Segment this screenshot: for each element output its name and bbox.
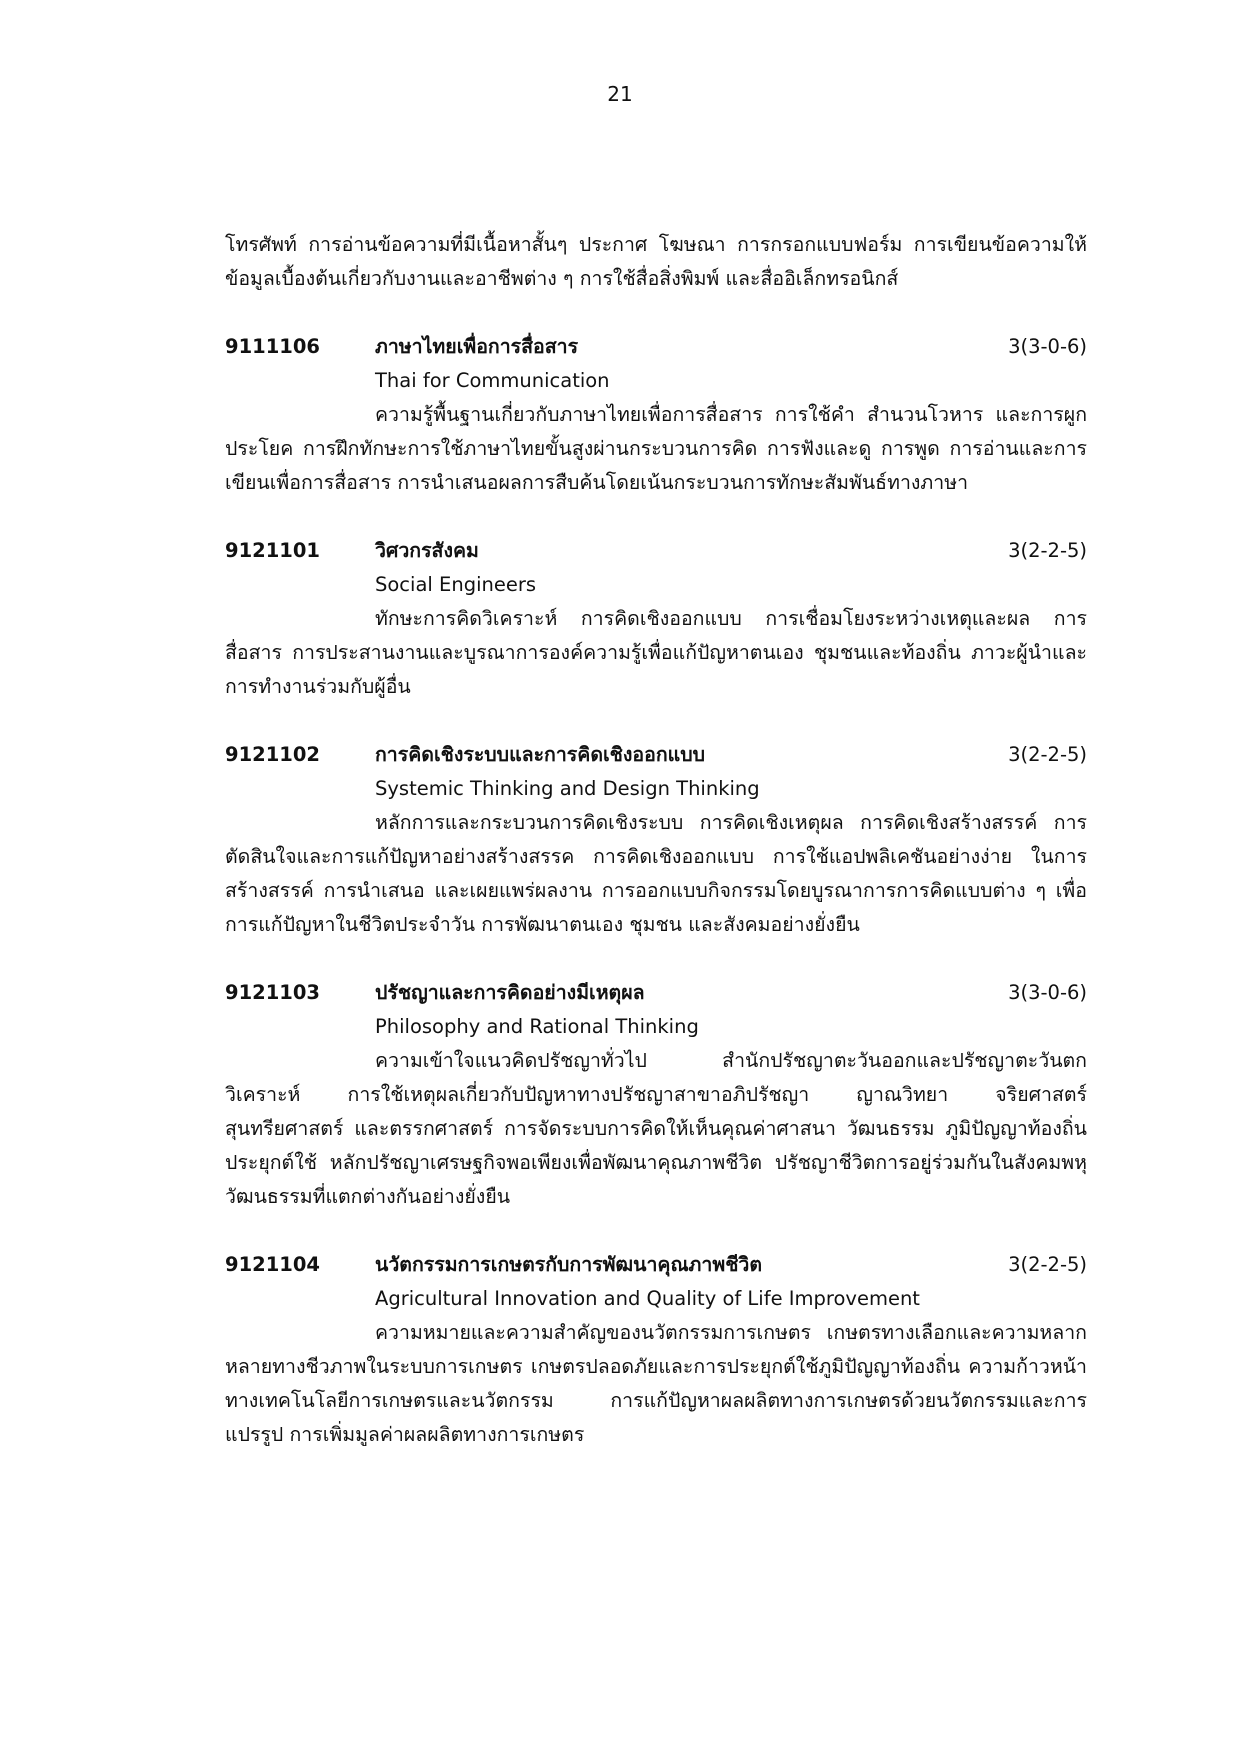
course-credit: 3(2-2-5) [1008, 1253, 1087, 1276]
course-title-thai: ปรัชญาและการคิดอย่างมีเหตุผล [375, 981, 645, 1004]
course-heading [225, 534, 1087, 568]
course-heading [225, 738, 1087, 772]
course-title-english: Systemic Thinking and Design Thinking [375, 777, 760, 800]
course-description [225, 1044, 1087, 1214]
course-description [225, 602, 1087, 704]
page-number: 21 [607, 82, 633, 106]
course-description-text: ความเข้าใจแนวคิดปรัชญาทั่วไป สำนักปรัชญาตะวันออกและปรัชญาตะวันตก วิเคราะห์ การใช้เหตุผลเกี่ยวกับปัญหาทางปรัชญาสาขาอภิปรัชญา ญาณวิทยา จริยศาสตร์ สุนทรียศาสตร์ และตรรกศาสตร์ การจัดระบบการคิดให้เห็นคุณค่าศาสนา วัฒนธรรม ภูมิปัญญาท้องถิ่น ประยุกต์ใช้ หลักปรัชญาเศรษฐกิจพอเพียงเพื่อพัฒนาคุณภาพชีวิต ปรัชญาชีวิตการอยู่ร่วมกันในสังคมพหุวัฒนธรรมที่แตกต่างกันอย่างยั่งยืน [225, 1049, 1087, 1208]
course-title-thai: นวัตกรรมการเกษตรกับการพัฒนาคุณภาพชีวิต [375, 1253, 763, 1276]
course-code: 9121101 [225, 539, 320, 562]
intro-paragraph: โทรศัพท์ การอ่านข้อความที่มีเนื้อหาสั้นๆ ประกาศ โฆษณา การกรอกแบบฟอร์ม การเขียนข้อความให้ข้อมูลเบื้องต้นเกี่ยวกับงานและอาชีพต่าง ๆ การใช้สื่อสิ่งพิมพ์ และสื่ออิเล็กทรอนิกส์ [225, 233, 1087, 290]
course-description [225, 398, 1087, 500]
course-description-text: ความหมายและความสำคัญของนวัตกรรมการเกษตร เกษตรทางเลือกและความหลากหลายทางชีวภาพในระบบการเกษตร เกษตรปลอดภัยและการประยุกต์ใช้ภูมิปัญญาท้องถิ่น ความก้าวหน้าทางเทคโนโลยีการเกษตรและนวัตกรรม การแก้ปัญหาผลผลิตทางการเกษตรด้วยนวัตกรรมและการแปรรูป การเพิ่มมูลค่าผลผลิตทางการเกษตร [225, 1321, 1087, 1446]
course-entry-9121102 [225, 738, 1087, 942]
course-code: 9121103 [225, 981, 320, 1004]
course-title-english: Agricultural Innovation and Quality of Life Improvement [375, 1287, 920, 1310]
course-title-thai: การคิดเชิงระบบและการคิดเชิงออกแบบ [375, 743, 705, 766]
course-title-thai: วิศวกรสังคม [375, 539, 479, 562]
course-title-english: Philosophy and Rational Thinking [375, 1015, 699, 1038]
course-code: 9121102 [225, 743, 320, 766]
course-credit: 3(2-2-5) [1008, 539, 1087, 562]
course-entry-9121104 [225, 1248, 1087, 1452]
course-entry-9121101 [225, 534, 1087, 704]
course-credit: 3(2-2-5) [1008, 743, 1087, 766]
course-title-thai: ภาษาไทยเพื่อการสื่อสาร [375, 335, 579, 358]
course-heading [225, 330, 1087, 364]
course-entry-9111106 [225, 330, 1087, 500]
course-code: 9111106 [225, 335, 320, 358]
course-description [225, 806, 1087, 942]
course-heading [225, 1248, 1087, 1282]
course-credit: 3(3-0-6) [1008, 335, 1087, 358]
course-description-text: หลักการและกระบวนการคิดเชิงระบบ การคิดเชิงเหตุผล การคิดเชิงสร้างสรรค์ การตัดสินใจและการแก้ปัญหาอย่างสร้างสรรค การคิดเชิงออกแบบ การใช้แอปพลิเคชันอย่างง่าย ในการสร้างสรรค์ การนำเสนอ และเผยแพร่ผลงาน การออกแบบกิจกรรมโดยบูรณาการการคิดแบบต่าง ๆ เพื่อการแก้ปัญหาในชีวิตประจำวัน การพัฒนาตนเอง ชุมชน และสังคมอย่างยั่งยืน [225, 811, 1087, 936]
course-code: 9121104 [225, 1253, 320, 1276]
page-content [225, 228, 1087, 1486]
course-title-english: Social Engineers [375, 573, 537, 596]
course-title-english: Thai for Communication [375, 369, 610, 392]
course-description [225, 1316, 1087, 1452]
course-credit: 3(3-0-6) [1008, 981, 1087, 1004]
course-description-text: ทักษะการคิดวิเคราะห์ การคิดเชิงออกแบบ การเชื่อมโยงระหว่างเหตุและผล การสื่อสาร การประสานงานและบูรณาการองค์ความรู้เพื่อแก้ปัญหาตนเอง ชุมชนและท้องถิ่น ภาวะผู้นำและการทำงานร่วมกับผู้อื่น [225, 607, 1087, 698]
course-heading [225, 976, 1087, 1010]
course-description-text: ความรู้พื้นฐานเกี่ยวกับภาษาไทยเพื่อการสื่อสาร การใช้คำ สำนวนโวหาร และการผูกประโยค การฝึกทักษะการใช้ภาษาไทยขั้นสูงผ่านกระบวนการคิด การฟังและดู การพูด การอ่านและการเขียนเพื่อการสื่อสาร การนำเสนอผลการสืบค้นโดยเน้นกระบวนการทักษะสัมพันธ์ทางภาษา [225, 403, 1087, 494]
course-entry-9121103 [225, 976, 1087, 1214]
